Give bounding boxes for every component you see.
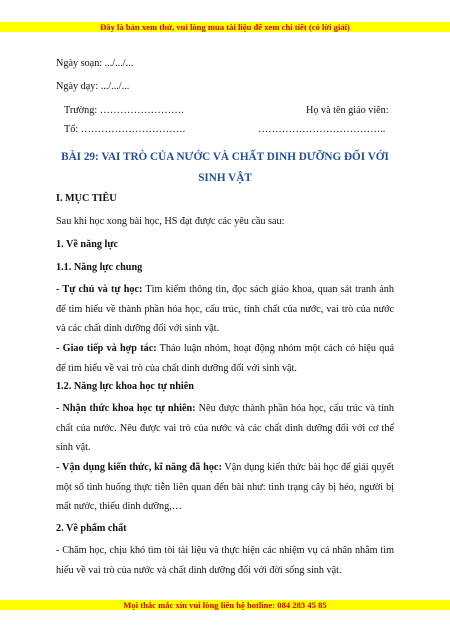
ngay-soan: Ngày soạn: .../.../... <box>56 58 134 69</box>
ngay-day: Ngày dạy: .../.../... <box>56 81 130 92</box>
intro-text: Sau khi học xong bài học, HS đạt được các yêu cầu sau: <box>56 216 285 227</box>
truong-field: Trường: ……………………. <box>64 105 184 116</box>
paragraph-cham-hoc: - Chăm học, chịu khó tìm tòi tài liệu và thực hiện các nhiệm vụ cá nhân nhằm tìm hiểu về vai trò của nước và chất dinh dưỡng đối với đời sống sinh vật. <box>56 545 394 576</box>
hotline-banner-text: Mọi thắc mắc xin vui lòng liên hệ hotline: 084 283 45 85 <box>123 600 327 610</box>
paragraph-tu-chu <box>56 280 394 339</box>
giao-vien-dots: ……………………………….. <box>258 124 386 135</box>
heading-nang-luc: 1. Về năng lực <box>56 239 118 250</box>
nhan-thuc-text: Nêu được thành phần hóa học, cấu trúc và tính chất của nước. Nêu được vai trò của nước và các chất dinh dưỡng đối với cơ thể sinh vật. <box>56 403 394 454</box>
tu-chu-text: Tìm kiếm thông tin, đọc sách giáo khoa, quan sát tranh ảnh để tìm hiểu về thành phần hóa học, cấu trúc, tính chất của nước, vai trò của nước và các chất dinh dưỡng đối với sinh vật. <box>56 284 394 335</box>
tu-chu-label: - Tự chủ và tự học: <box>56 284 143 295</box>
to-field: Tổ: …………………………. <box>64 124 186 135</box>
hotline-banner <box>0 600 450 610</box>
paragraph-giao-tiep <box>56 339 394 378</box>
preview-banner-text: Đây là bản xem thử, vui lòng mua tài liệu để xem chi tiết (có lời giải) <box>100 22 350 32</box>
giao-tiep-label: - Giao tiếp và hợp tác: <box>56 343 157 354</box>
lesson-title-line-2: SINH VẬT <box>198 172 252 184</box>
van-dung-label: - Vận dụng kiến thức, kĩ năng đã học: <box>56 462 222 473</box>
nhan-thuc-label: - Nhận thức khoa học tự nhiên: <box>56 403 196 414</box>
heading-pham-chat: 2. Về phẩm chất <box>56 523 127 534</box>
paragraph-van-dung <box>56 458 394 517</box>
lesson-title-line-1: BÀI 29: VAI TRÒ CỦA NƯỚC VÀ CHẤT DINH DƯỠNG ĐỐI VỚI <box>61 151 389 163</box>
heading-nang-luc-khtn: 1.2. Năng lực khoa học tự nhiên <box>56 381 194 392</box>
heading-nang-luc-chung: 1.1. Năng lực chung <box>56 262 143 273</box>
giao-tiep-text: Thảo luận nhóm, hoạt động nhóm một cách có hiệu quả để tìm hiểu về vai trò của chất dinh dưỡng đối với sinh vật. <box>56 343 394 374</box>
paragraph-nhan-thuc <box>56 399 394 458</box>
section-muc-tieu: I. MỤC TIÊU <box>56 193 117 204</box>
preview-banner <box>0 22 450 32</box>
giao-vien-field: Họ và tên giáo viên: <box>306 105 389 116</box>
van-dung-text: Vận dụng kiến thức bài học để giải quyết một số tình huống thực tiễn liên quan đến bài như: tình trạng cây bị héo, người bị mất nước, thiếu dinh dưỡng,… <box>56 462 394 513</box>
